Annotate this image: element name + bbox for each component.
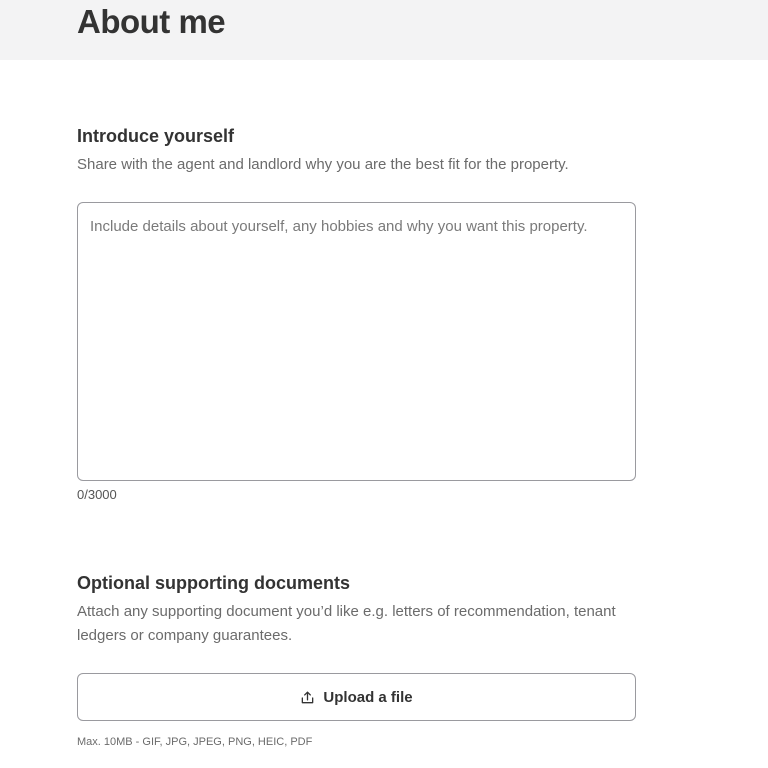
supporting-documents-title: Optional supporting documents: [77, 573, 350, 593]
introduce-yourself-description: Share with the agent and landlord why you are the best fit for the property.: [77, 156, 569, 173]
upload-icon: [300, 690, 315, 705]
supporting-documents-description: Attach any supporting document you’d like e.g. letters of recommendation, tenant ledgers or company guarantees.: [77, 603, 616, 644]
upload-button-label: Upload a file: [323, 688, 413, 706]
page-header: [0, 0, 768, 60]
introduce-yourself-title: Introduce yourself: [77, 126, 235, 146]
upload-file-button[interactable]: [77, 673, 636, 721]
page-title: About me: [77, 3, 226, 40]
introduction-textarea[interactable]: [77, 202, 636, 481]
file-requirements-hint: Max. 10MB - GIF, JPG, JPEG, PNG, HEIC, PDF: [77, 736, 313, 748]
character-count: 0/3000: [77, 487, 117, 502]
